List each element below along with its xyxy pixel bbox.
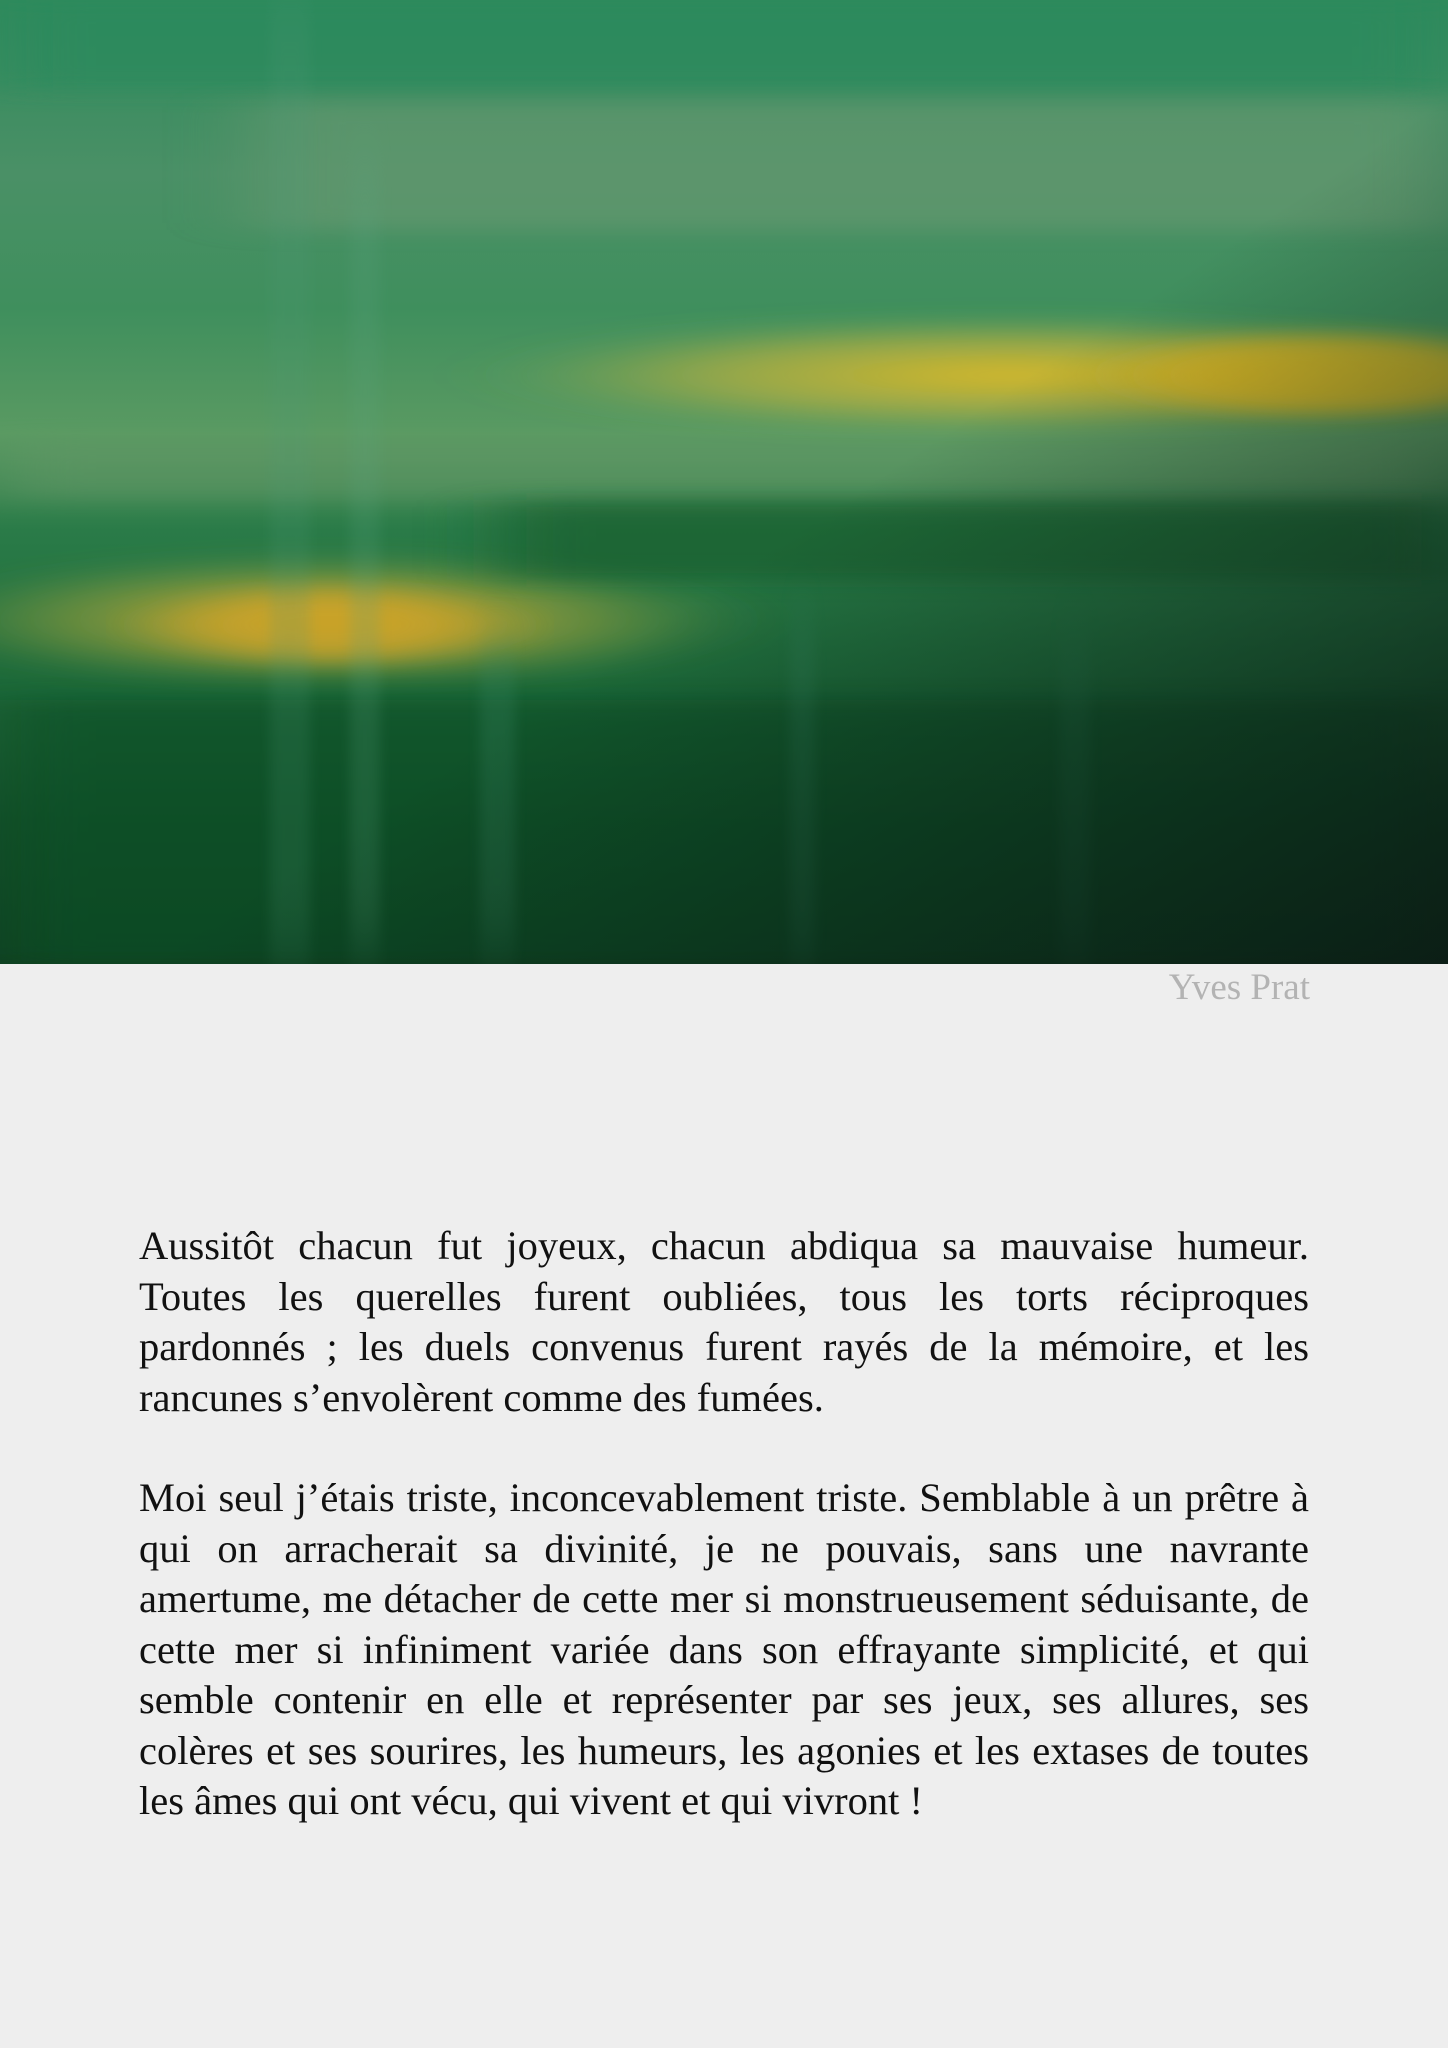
photo-graphic — [0, 0, 1448, 964]
body-text — [139, 1221, 1309, 1877]
photo-credit: Yves Prat — [1168, 967, 1310, 1008]
blurred-landscape-photo — [0, 0, 1448, 964]
paragraph: Moi seul j’étais triste, inconcevablement triste. Semblable à un prêtre à qui on arracherait sa divinité, je ne pouvais, sans une navrante amertume, me détacher de cette mer si monstrueusement séduisante, de cette mer si infiniment variée dans son effrayante simplicité, et qui semble contenir en elle et représenter par ses jeux, ses allures, ses colères et ses sourires, les humeurs, les agonies et les extases de toutes les âmes qui ont vécu, qui vivent et qui vivront ! — [139, 1475, 1309, 1823]
paragraph: Aussitôt chacun fut joyeux, chacun abdiqua sa mauvaise humeur. Toutes les querelles furent oubliées, tous les torts réciproques pardonnés ; les duels convenus furent rayés de la mémoire, et les rancunes s’envolèrent comme des fumées. — [139, 1223, 1309, 1420]
